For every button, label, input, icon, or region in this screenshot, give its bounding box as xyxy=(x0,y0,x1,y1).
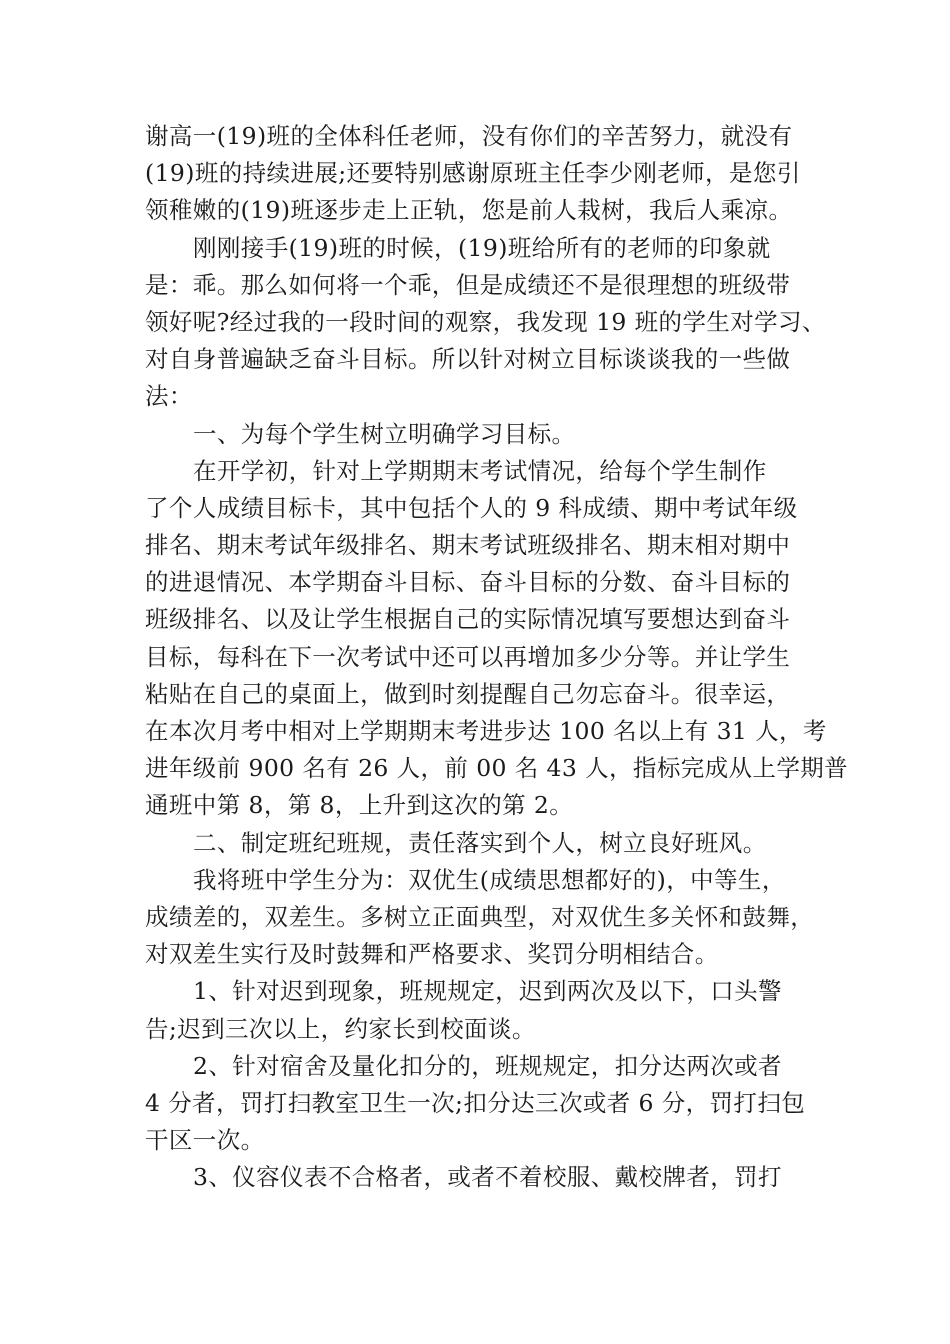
text-line: 告;迟到三次以上，约家长到校面谈。 xyxy=(145,1014,536,1043)
text-line: (19)班的持续进展;还要特别感谢原班主任李少刚老师，是您引 xyxy=(145,159,801,188)
text-line: 我将班中学生分为：双优生(成绩思想都好的)，中等生， xyxy=(193,865,786,894)
text-line: 在开学初，针对上学期期末考试情况，给每个学生制作 xyxy=(193,456,767,485)
text-line: 排名、期末考试年级排名、期末考试班级排名、期末相对期中 xyxy=(145,531,791,560)
text-line: 3、仪容仪表不合格者，或者不着校服、戴校牌者，罚打 xyxy=(193,1163,782,1192)
text-line: 谢高一(19)班的全体科任老师，没有你们的辛苦努力，就没有 xyxy=(145,122,793,150)
text-line: 一、为每个学生树立明确学习目标。 xyxy=(193,419,576,448)
text-line: 法： xyxy=(145,382,193,411)
text-line: 是：乖。那么如何将一个乖，但是成绩还不是很理想的班级带 xyxy=(145,270,791,299)
text-line: 领好呢?经过我的一段时间的观察，我发现 19 班的学生对学习、 xyxy=(145,307,826,336)
text-line: 目标，每科在下一次考试中还可以再增加多少分等。并让学生 xyxy=(145,642,791,671)
text-line: 二、制定班纪班规，责任落实到个人，树立良好班风。 xyxy=(193,828,767,857)
text-line: 了个人成绩目标卡，其中包括个人的 9 科成绩、期中考试年级 xyxy=(145,493,798,522)
text-line: 的进退情况、本学期奋斗目标、奋斗目标的分数、奋斗目标的 xyxy=(145,568,791,597)
text-line: 4 分者，罚打扫教室卫生一次;扣分达三次或者 6 分，罚打扫包 xyxy=(145,1088,806,1117)
text-line: 粘贴在自己的桌面上，做到时刻提醒自己勿忘奋斗。很幸运， xyxy=(145,679,791,708)
text-line: 对自身普遍缺乏奋斗目标。所以针对树立目标谈谈我的一些做 xyxy=(145,345,791,374)
text-line: 通班中第 8，第 8，上升到这次的第 2。 xyxy=(145,791,574,820)
text-line: 刚刚接手(19)班的时候，(19)班给所有的老师的印象就 xyxy=(193,233,771,262)
text-line: 领稚嫩的(19)班逐步走上正轨，您是前人栽树，我后人乘凉。 xyxy=(145,196,793,225)
document-body xyxy=(145,118,849,1196)
text-line: 1、针对迟到现象，班规规定，迟到两次及以下，口头警 xyxy=(193,977,782,1006)
text-line: 班级排名、以及让学生根据自己的实际情况填写要想达到奋斗 xyxy=(145,605,791,634)
text-line: 在本次月考中相对上学期期末考进步达 100 名以上有 31 人，考 xyxy=(145,717,827,745)
text-line: 进年级前 900 名有 26 人，前 00 名 43 人，指标完成从上学期普 xyxy=(145,754,849,783)
text-line: 2、针对宿舍及量化扣分的，班规规定，扣分达两次或者 xyxy=(193,1051,782,1080)
text-line: 成绩差的，双差生。多树立正面典型，对双优生多关怀和鼓舞， xyxy=(145,902,815,931)
text-line: 对双差生实行及时鼓舞和严格要求、奖罚分明相结合。 xyxy=(145,940,719,969)
text-line: 干区一次。 xyxy=(145,1126,265,1155)
